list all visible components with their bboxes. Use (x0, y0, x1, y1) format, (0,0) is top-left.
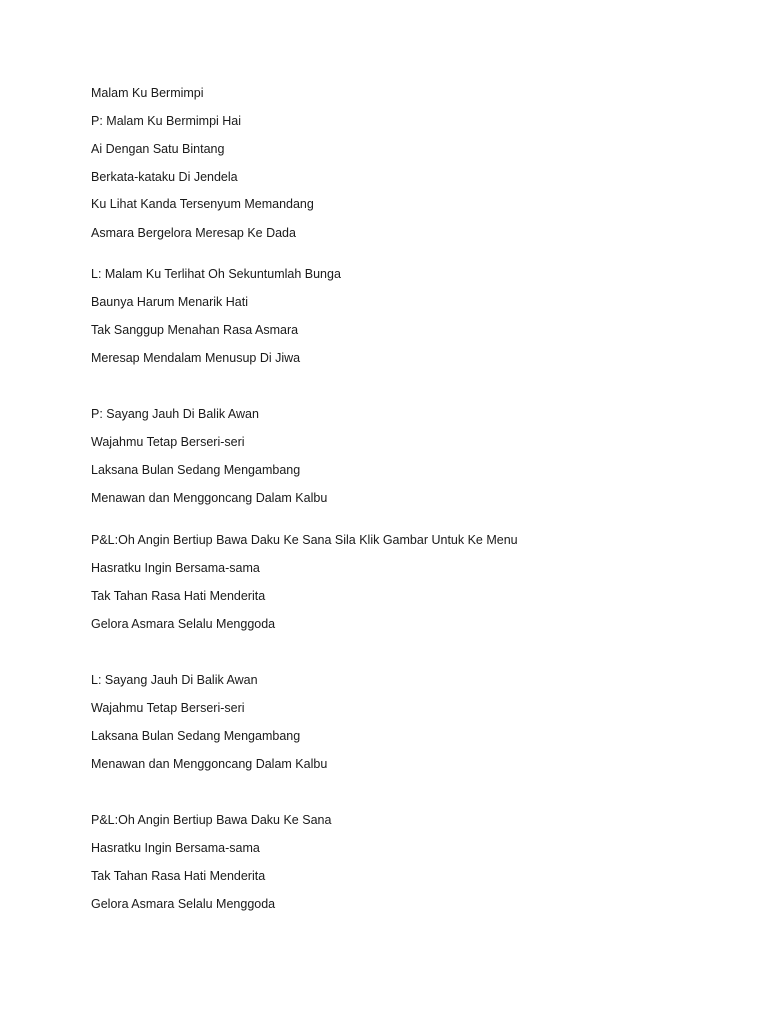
lyric-line: P: Malam Ku Bermimpi Hai (91, 114, 242, 128)
lyric-line: Menawan dan Menggoncang Dalam Kalbu (91, 491, 328, 505)
lyric-line: P: Sayang Jauh Di Balik Awan (91, 407, 259, 421)
lyric-line: Meresap Mendalam Menusup Di Jiwa (91, 351, 301, 365)
lyric-line: Wajahmu Tetap Berseri-seri (91, 701, 245, 715)
lyric-line: Ai Dengan Satu Bintang (91, 142, 225, 156)
lyric-line: P&L:Oh Angin Bertiup Bawa Daku Ke Sana (91, 813, 332, 827)
lyric-line: Gelora Asmara Selalu Menggoda (91, 617, 276, 631)
lyric-line: Tak Tahan Rasa Hati Menderita (91, 589, 266, 603)
lyric-line: Laksana Bulan Sedang Mengambang (91, 463, 301, 477)
lyric-line: Hasratku Ingin Bersama-sama (91, 561, 260, 575)
lyric-line: Gelora Asmara Selalu Menggoda (91, 897, 276, 911)
song-title: Malam Ku Bermimpi (91, 86, 204, 100)
lyric-line: Asmara Bergelora Meresap Ke Dada (91, 226, 296, 240)
lyric-line: Wajahmu Tetap Berseri-seri (91, 435, 245, 449)
lyric-line: Tak Tahan Rasa Hati Menderita (91, 869, 266, 883)
lyric-line: Laksana Bulan Sedang Mengambang (91, 729, 301, 743)
lyric-line: P&L:Oh Angin Bertiup Bawa Daku Ke Sana Sila Klik Gambar Untuk Ke Menu (91, 533, 518, 547)
lyric-line: Menawan dan Menggoncang Dalam Kalbu (91, 757, 328, 771)
lyric-line: Tak Sanggup Menahan Rasa Asmara (91, 323, 299, 337)
lyric-line: L: Malam Ku Terlihat Oh Sekuntumlah Bunga (91, 267, 341, 281)
lyric-line: Ku Lihat Kanda Tersenyum Memandang (91, 197, 314, 211)
lyric-line: Hasratku Ingin Bersama-sama (91, 841, 260, 855)
lyric-line: Baunya Harum Menarik Hati (91, 295, 249, 309)
lyric-line: L: Sayang Jauh Di Balik Awan (91, 673, 258, 687)
lyric-line: Berkata-kataku Di Jendela (91, 170, 238, 184)
